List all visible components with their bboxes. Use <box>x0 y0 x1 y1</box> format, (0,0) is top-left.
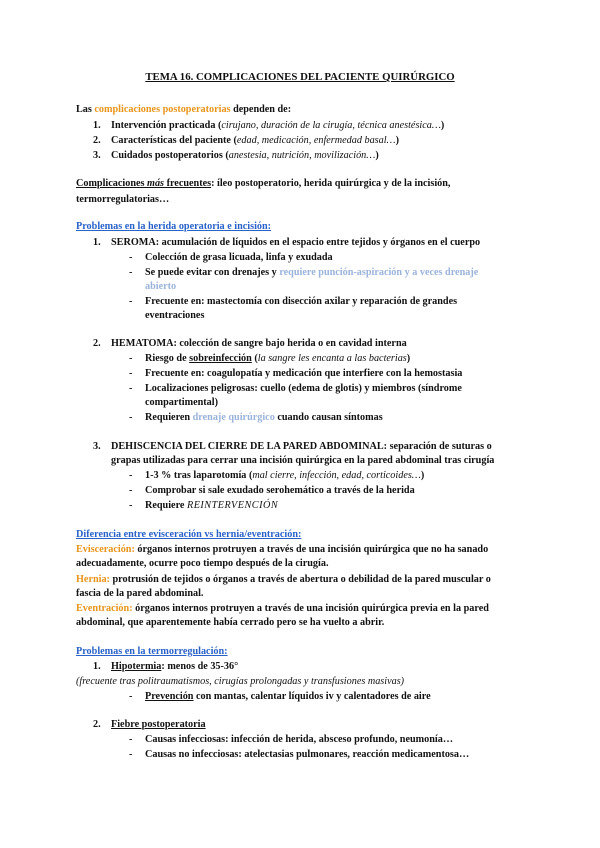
bullet-dash: - <box>129 500 133 511</box>
list-number: 2. <box>93 338 101 349</box>
bullet-dash: - <box>129 368 133 379</box>
hipotermia-item: Hipotermia: menos de 35-36° <box>111 661 239 672</box>
bullet-dash: - <box>129 296 133 307</box>
eventracion-line: Eventración: órganos internos protruyen a través de una incisión quirúrgica previa en la pared <box>76 603 489 614</box>
evisceracion-line: Evisceración: órganos internos protruyen a través de una incisión quirúrgica que no ha sanado <box>76 544 489 555</box>
list-number: 2. <box>93 135 101 146</box>
highlight-complicaciones: complicaciones postoperatorias <box>94 104 231 115</box>
fiebre-item: Fiebre postoperatoria <box>111 719 206 730</box>
dehiscencia-item: DEHISCENCIA DEL CIERRE DE LA PARED ABDOMINAL: separación de suturas o <box>111 441 492 452</box>
bullet-dash: - <box>129 485 133 496</box>
list-item: Intervención practicada (cirujano, duración de la cirugía, técnica anestésica…) <box>111 120 445 131</box>
dehiscencia-bullet-1: 1-3 % tras laparotomía (mal cierre, infección, edad, corticoides…) <box>145 470 425 481</box>
list-number: 2. <box>93 719 101 730</box>
fiebre-bullet-1: Causas infecciosas: infección de herida, absceso profundo, neumonía… <box>145 734 454 745</box>
frecuentes-line: Complicaciones más frecuentes: íleo postoperatorio, herida quirúrgica y de la incisión, <box>76 178 451 189</box>
frecuentes-label: Complicaciones más frecuentes <box>76 178 212 189</box>
fiebre-bullet-2: Causas no infecciosas: atelectasias pulmonares, reacción medicamentosa… <box>145 749 470 760</box>
section-heading-termo: Problemas en la termorregulación: <box>76 646 228 657</box>
seroma-bullet-3: Frecuente en: mastectomía con disección axilar y reparación de grandes <box>145 296 458 307</box>
section-heading-herida: Problemas en la herida operatoria e incisión: <box>76 221 272 232</box>
bullet-dash: - <box>129 412 133 423</box>
frecuentes-line-2: termorregulatorias… <box>76 194 170 205</box>
seroma-bullet-3-cont: eventraciones <box>145 310 205 321</box>
list-number: 3. <box>93 441 101 452</box>
bullet-dash: - <box>129 749 133 760</box>
section-heading-diferencia: Diferencia entre evisceración vs hernia/eventración: <box>76 529 302 540</box>
dehiscencia-bullet-2: Comprobar si sale exudado serohemático a través de la herida <box>145 485 415 496</box>
seroma-bullet-1: Colección de grasa licuada, linfa y exudada <box>145 252 333 263</box>
hernia-line-2: fascia de la pared abdominal. <box>76 588 204 599</box>
dehiscencia-bullet-3: Requiere REINTERVENCIÓN <box>145 500 279 511</box>
hematoma-bullet-4: Requieren drenaje quirúrgico cuando causan síntomas <box>145 412 383 423</box>
seroma-bullet-2: Se puede evitar con drenajes y requiere punción-aspiración y a veces drenaje <box>145 267 479 278</box>
list-number: 3. <box>93 150 101 161</box>
bullet-dash: - <box>129 252 133 263</box>
hematoma-bullet-3-cont: compartimental) <box>145 397 218 408</box>
prevencion-bullet: Prevención con mantas, calentar líquidos iv y calentadores de aire <box>145 691 431 702</box>
list-item: Cuidados postoperatorios (anestesia, nutrición, movilización…) <box>111 150 379 161</box>
hernia-line: Hernia: protrusión de tejidos o órganos a través de abertura o debilidad de la pared muscular o <box>76 574 491 585</box>
bullet-dash: - <box>129 470 133 481</box>
hematoma-bullet-3: Localizaciones peligrosas: cuello (edema de glotis) y miembros (síndrome <box>145 383 462 394</box>
seroma-item: SEROMA: acumulación de líquidos en el espacio entre tejidos y órganos en el cuerpo <box>111 237 481 248</box>
list-number: 1. <box>93 120 101 131</box>
dehiscencia-item-cont: grapas utilizadas para cerrar una incisión quirúrgica en la pared abdominal tras cirugía <box>111 455 495 466</box>
list-number: 1. <box>93 237 101 248</box>
bullet-dash: - <box>129 734 133 745</box>
bullet-dash: - <box>129 353 133 364</box>
eventracion-line-2: abdominal, que aparentemente había cerrado pero se ha vuelto a abrir. <box>76 617 385 628</box>
page-title: TEMA 16. COMPLICACIONES DEL PACIENTE QUIRÚRGICO <box>145 71 455 83</box>
hematoma-bullet-2: Frecuente en: coagulopatía y medicación que interfiere con la hemostasia <box>145 368 463 379</box>
bullet-dash: - <box>129 691 133 702</box>
evisceracion-line-2: adecuadamente, ocurre poco tiempo después de la cirugía. <box>76 558 329 569</box>
bullet-dash: - <box>129 267 133 278</box>
list-item: Características del paciente (edad, medicación, enfermedad basal…) <box>111 135 400 146</box>
bullet-dash: - <box>129 383 133 394</box>
hematoma-item: HEMATOMA: colección de sangre bajo herida o en cavidad interna <box>111 338 407 349</box>
seroma-bullet-2-cont: abierto <box>145 281 177 292</box>
hematoma-bullet-1: Riesgo de sobreinfección (la sangre les encanta a las bacterias) <box>145 353 411 364</box>
list-number: 1. <box>93 661 101 672</box>
intro-line: Las complicaciones postoperatorias dependen de: <box>76 104 292 115</box>
hipotermia-note: (frecuente tras politraumatismos, cirugías prolongadas y transfusiones masivas) <box>76 676 405 687</box>
